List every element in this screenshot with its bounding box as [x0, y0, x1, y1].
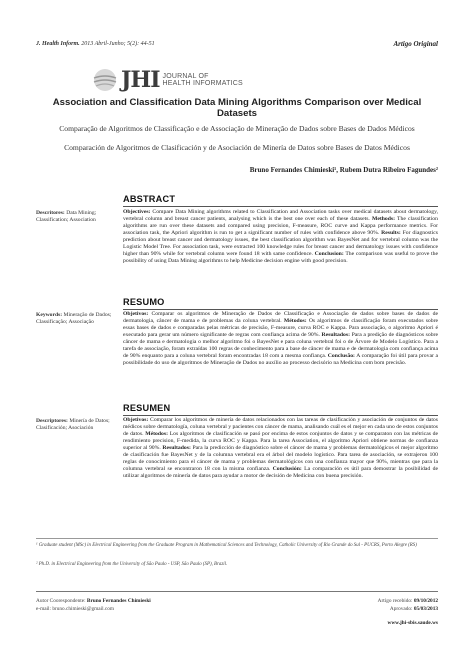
journal-logo: [92, 67, 243, 93]
logo-journal-name: JOURNAL OF HEALTH INFORMATICS: [162, 72, 243, 87]
article-type: Artigo Original: [393, 40, 438, 48]
email-link[interactable]: bruno.chimieski@gmail.com: [52, 606, 115, 612]
received-date: Artigo recebido: 09/10/2012: [377, 598, 438, 604]
resumen-keywords: Descriptores: Minería de Datos; Clasificación; Asociación: [36, 418, 110, 431]
footnote-2: ² Ph.D. in Electrical Engineering from the University of São Paulo - USP, São Paulo (SP), Brazil.: [36, 562, 228, 567]
author-email: e-mail: bruno.chimieski@gmail.com: [36, 606, 115, 612]
paper-title: Association and Classification Data Mining Algorithms Comparison over Medical Datasets: [52, 97, 422, 119]
journal-citation: J. Health Inform. 2013 Abril-Junho; 5(2): 44-51: [36, 41, 155, 47]
journal-url-link[interactable]: www.jhi-sbis.saude.ws: [387, 620, 438, 626]
resumo-heading: RESUMO: [123, 297, 165, 307]
resumen-text: Objetivos: Comparar los algoritmos de minería de datos relacionados con las tareas de clasificación y asociación de conjuntos de datos médicos sobre dermatología, coluna vertebral y pacientes con cáncer de mama, analisando cuál es el mejor en cada uno de estos conjuntos de datos. Métodos: Los algoritmos de clasificación se pasó por encima de estos conjuntos de datos y se comparaton con las métricas de rendimiento precision, F-medida, la curva ROC y Kappa. Para la tarea Association, el algoritmo Apriori obtiene normas de confianza superior al 90%. Resultados: Para la predicción de diagnóstico sobre el cáncer de mama y problemas dermatológicos el mejor algoritmo de clasificación fue BayesNet y de la columna vertebral era el árbol del modelo logístico. Para tarea de asociación, se extrajeron 100 reglas de conocimiento para el cáncer de mama y problemas dermatológicos con una confianza mayor que 90%, mientras que para la columna vertebral se encontraron 18 con la misma confianza. Conclusión: La comparación es útil para demostrar la posibilidad de utilizar algoritmos de minería de datos para ayudar a motor de decisión de Medicina con buena precisión.: [123, 417, 439, 479]
abstract-text: Objectives: Compare Data Mining algorithms related to Classification and Association tasks over medical datasets about dermatology, vertebral column and breast cancer patients, analysing which is the best one over each of these datasets. Methods: The classification algorithms are run over these datasets and compared using precision, F-measure, ROC curve and Kappa performance metrics. For association task, the Apriori algorithm is run to get a significant number of rules with confidence above 90%. Results: For diagnostics prediction about breast cancer and dermatology issues, the best classification algorithm was BayesNet and for vertebral column was the Logistic Model Tree. For association task, were extracted 100 knowledge rules for breast cancer and dermatology issues with confidence higher than 90% while for vertebral column were found 18 with same confidence. Conclusion: The comparison was useful to prove the possibility of using Data Mining algorithms to help Medicine decision engine with good precision.: [123, 209, 439, 264]
footnote-rule: [36, 538, 438, 539]
abstract-heading: ABSTRACT: [123, 194, 176, 204]
subtitle-portuguese: Comparação de Algoritmos de Classificação e de Associação de Mineração de Dados sobre Bases de Dados Médicos: [59, 124, 415, 133]
resumen-heading: RESUMEN: [123, 403, 171, 413]
resumo-rule: [123, 309, 438, 310]
resumo-text: Objetivos: Comparar os algoritmos de Mineração de Dados de Classificação e Associação de dados sobre bases de dados de dermatologia, câncer de mama e de problemas da coluna vertebral. Métodos: Os algoritmos de classificação foram executados sobre essas bases de dados e comparadas pelas métricas de precisão, F-measure, curva ROC e Kappa. Para associação, o algoritmo Apriori é executado para gerar um número significante de regras com confiança acima de 90%. Resultados: Para a predição de diagnósticos sobre câncer de mama e dermatologia o melhor algoritmo foi o BayesNet e para coluna vertebral foi o de Árvore de Modelo Logístico. Para a tarefa de associação, foram extraídas 100 regras de conhecimento para a base de câncer de mama e de dermatologia com confiança acima de 90% enquanto para a coluna vertebral foram encontradas 18 com a mesma confiança. Conclusão: A comparação foi útil para provar a possibilidade do uso de algoritmos de Mineração de Dados no auxílio ao processo decisório na Medicina com bom precisão.: [123, 311, 439, 366]
abstract-rule: [123, 206, 438, 207]
subtitle-spanish: Comparación de Algoritmos de Clasificación y de Asociación de Minería de Datos sobre Bases de Datos Médicos: [64, 143, 410, 152]
footer-rule: [36, 591, 438, 592]
footnote-1: ¹ Graduate student (MSc) in Electrical Engineering from the Graduate Program in Mathematical Sciences and Technology, Catholic University of Rio Grande do Sul - PUCRS, Porto Alegre (RS): [36, 543, 417, 548]
author-list: Bruno Fernandes Chimieski¹, Rubem Dutra Ribeiro Fagundes²: [249, 166, 438, 174]
logo-mark-text: JHI: [121, 67, 160, 93]
logo-globe-icon: [92, 67, 118, 93]
corresponding-author: Autor Coorespondente: Bruno Fernandes Chimieski: [36, 598, 151, 604]
abstract-keywords: Descritores: Data Mining; Classification; Association: [36, 210, 97, 223]
approved-date: Aprovado: 05/03/2013: [389, 606, 438, 612]
resumo-keywords: Keywords: Mineração de Dados; Classificação; Associação: [36, 312, 112, 325]
resumen-rule: [123, 415, 438, 416]
